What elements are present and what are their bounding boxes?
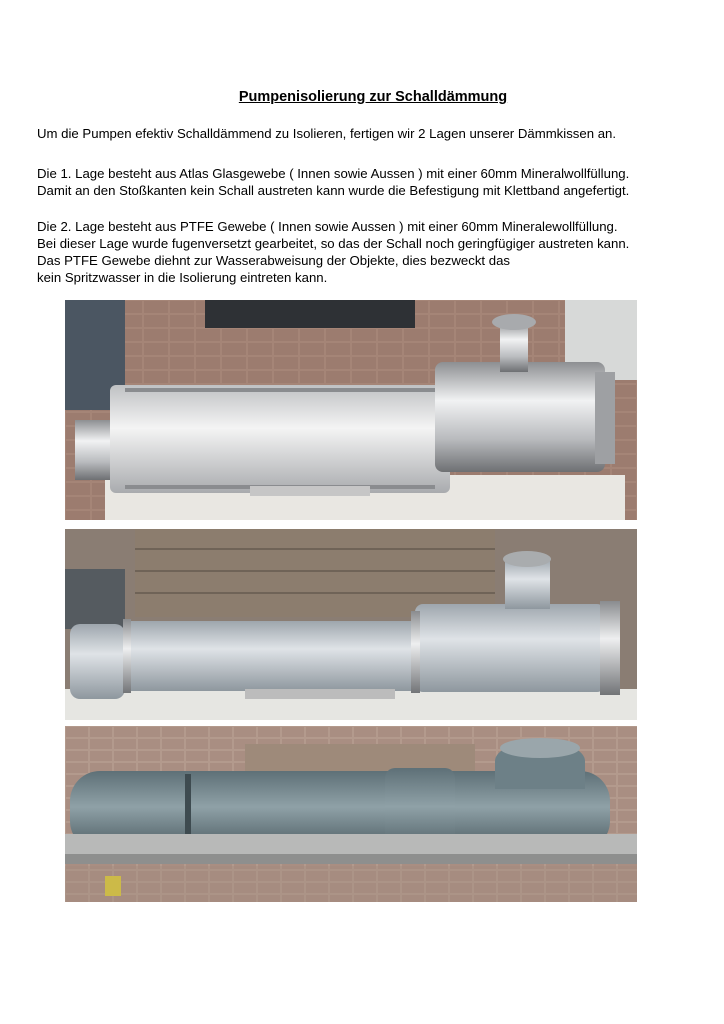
intro-paragraph: Um die Pumpen efektiv Schalldämmend zu Isolieren, fertigen wir 2 Lagen unserer Dämmkissen an.: [37, 126, 617, 141]
layer1-line: Die 1. Lage besteht aus Atlas Glasgewebe ( Innen sowie Aussen ) mit einer 60mm Mineralwollfüllung.: [37, 166, 630, 181]
layer2-line: Das PTFE Gewebe diehnt zur Wasserabweisung der Objekte, dies bezweckt das: [37, 253, 511, 268]
layer2-line: kein Spritzwasser in die Isolierung eintreten kann.: [37, 270, 328, 285]
layer2-line: Die 2. Lage besteht aus PTFE Gewebe ( Innen sowie Aussen ) mit einer 60mm Mineralewollfüllung.: [37, 219, 618, 234]
layer1-line: Damit an den Stoßkanten kein Schall austreten kann wurde die Befestigung mit Klettband angefertigt.: [37, 183, 630, 198]
layer2-line: Bei dieser Lage wurde fugenversetzt gearbeitet, so das der Schall noch geringfügiger austreten kann.: [37, 236, 630, 251]
photo-bare-pump: [65, 300, 637, 520]
photo-first-layer: [65, 529, 637, 720]
layer1-paragraph: [37, 165, 724, 199]
photo-second-layer: [65, 726, 637, 902]
page-title: Pumpenisolierung zur Schalldämmung: [238, 89, 508, 105]
layer2-paragraph: [37, 218, 724, 286]
